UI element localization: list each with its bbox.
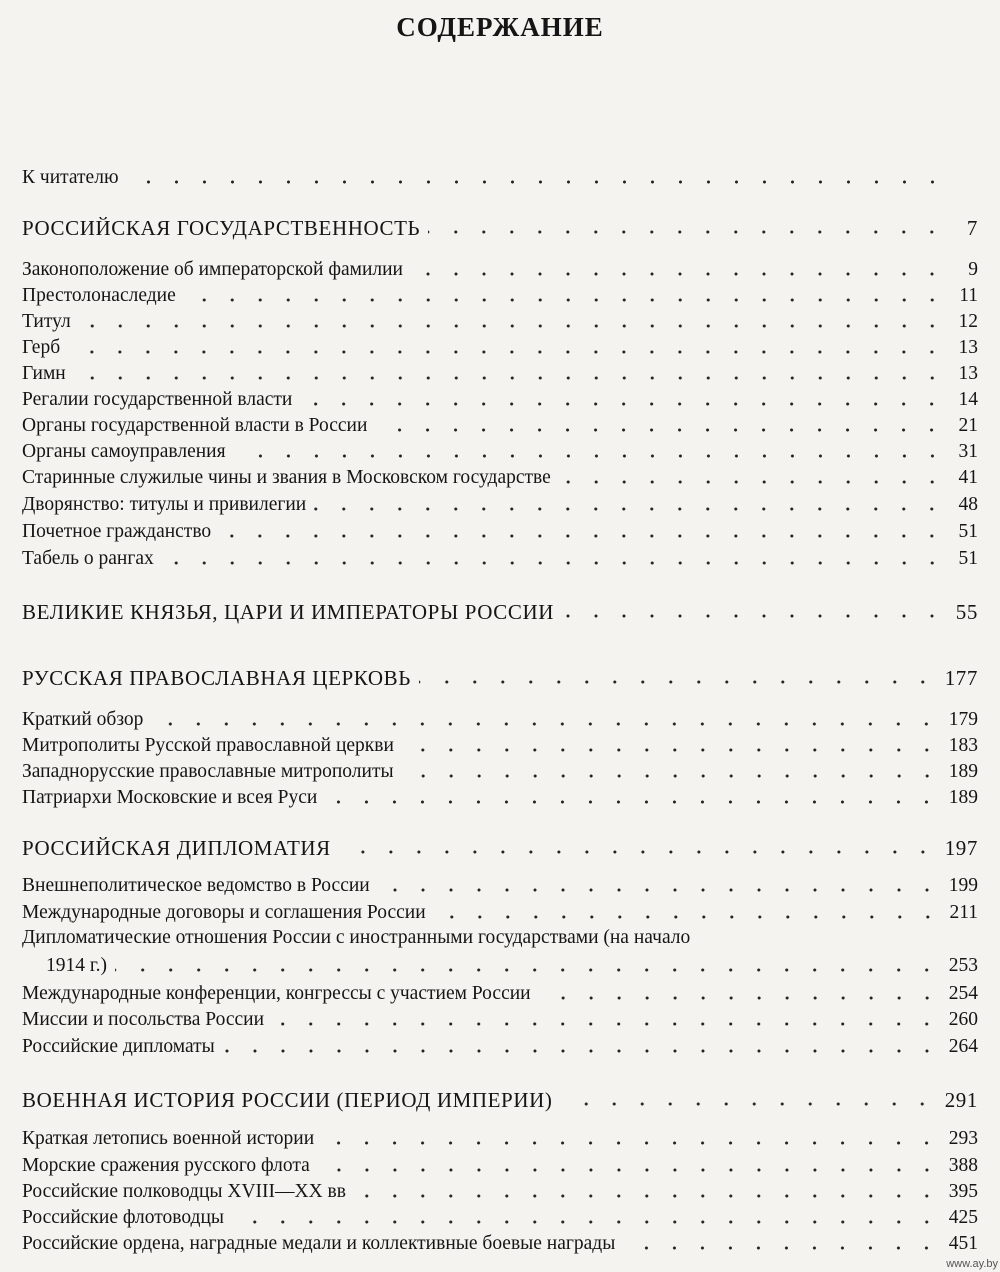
toc-section-diplomacy — [22, 832, 978, 860]
toc-entry — [22, 1006, 978, 1032]
dot-leader — [378, 887, 941, 893]
toc-entry — [22, 732, 978, 758]
toc-entry — [22, 282, 978, 308]
toc-entry-to-reader — [22, 164, 978, 190]
toc-entry-page: 21 — [958, 415, 978, 436]
dot-leader — [402, 773, 941, 779]
dot-leader — [162, 560, 946, 566]
toc-entry-page: 264 — [948, 1036, 978, 1057]
toc-section-military — [22, 1084, 978, 1112]
toc-entry — [46, 952, 978, 978]
toc-entry-label: Краткий обзор — [22, 709, 144, 730]
toc-entry-page: 260 — [948, 1009, 978, 1030]
toc-entry-label: Российские дипломаты — [22, 1036, 215, 1057]
toc-entry-label: Титул — [22, 311, 71, 332]
toc-entry — [22, 1152, 978, 1178]
toc-entry-page: 177 — [944, 666, 978, 690]
toc-entry-label: Патриархи Московские и всея Руси — [22, 787, 318, 808]
dot-leader — [115, 967, 941, 973]
dot-leader — [219, 533, 946, 539]
dot-leader — [223, 1048, 941, 1054]
toc-entry-label: Органы государственной власти в России — [22, 415, 368, 436]
dot-leader — [74, 375, 946, 381]
dot-leader — [184, 297, 946, 303]
toc-entry-label: Международные договоры и соглашения России — [22, 902, 426, 923]
dot-leader — [562, 613, 946, 619]
toc-entry-label-line2: 1914 г.) — [46, 955, 108, 976]
dot-leader — [322, 1140, 941, 1146]
toc-entry-page: 51 — [958, 521, 978, 542]
toc-entry-page: 183 — [948, 735, 978, 756]
toc-section-label: РУССКАЯ ПРАВОСЛАВНАЯ ЦЕРКОВЬ — [22, 666, 411, 690]
toc-entry — [22, 758, 978, 784]
toc-entry-label: Табель о рангах — [22, 548, 154, 569]
toc-entry-label: Западнорусские православные митрополиты — [22, 761, 394, 782]
toc-entry-label: Российские полководцы XVIII—XX вв — [22, 1181, 346, 1202]
toc-entry — [22, 308, 978, 334]
toc-entry-page: 388 — [948, 1155, 978, 1176]
toc-entry-page: 14 — [958, 389, 978, 410]
toc-entry — [22, 1125, 978, 1151]
toc-entry-page: 254 — [948, 983, 978, 1004]
toc-entry — [22, 1230, 978, 1256]
toc-entry-page: 211 — [949, 902, 978, 923]
toc-entry-label: Престолонаследие — [22, 285, 176, 306]
toc-entry-page: 48 — [958, 494, 978, 515]
toc-entry-page: 9 — [968, 259, 978, 280]
toc-entry — [22, 518, 978, 544]
toc-entry-page: 41 — [958, 467, 978, 488]
toc-entry-label: Герб — [22, 337, 61, 358]
toc-entry — [22, 464, 978, 490]
dot-leader — [68, 349, 946, 355]
dot-leader — [127, 179, 946, 185]
toc-entry-label: Митрополиты Русской православной церкви — [22, 735, 394, 756]
dot-leader — [411, 271, 946, 277]
toc-entry-page: 199 — [948, 875, 978, 896]
toc-entry-label: Законоположение об императорской фамилии — [22, 259, 403, 280]
toc-entry-label: Российские ордена, наградные медали и коллективные боевые награды — [22, 1233, 616, 1254]
toc-entry-page: 189 — [948, 787, 978, 808]
dot-leader — [375, 427, 946, 433]
dot-leader — [300, 401, 946, 407]
toc-entry — [22, 256, 978, 282]
dot-leader — [539, 995, 941, 1001]
dot-leader — [428, 229, 946, 235]
toc-entry — [22, 1033, 978, 1059]
toc-entry — [22, 360, 978, 386]
dot-leader — [314, 506, 946, 512]
dot-leader — [234, 453, 946, 459]
dot-leader — [339, 849, 937, 855]
toc-entry-page: 13 — [958, 337, 978, 358]
toc-entry-page: 179 — [948, 709, 978, 730]
toc-entry-page: 425 — [948, 1207, 978, 1228]
page-title: СОДЕРЖАНИЕ — [396, 12, 604, 42]
dot-leader — [559, 479, 946, 485]
toc-section-label: ВЕЛИКИЕ КНЯЗЬЯ, ЦАРИ И ИМПЕРАТОРЫ РОССИИ — [22, 600, 555, 624]
toc-entry — [22, 438, 978, 464]
toc-entry-label: Международные конференции, конгрессы с участием России — [22, 983, 531, 1004]
toc-entry-label: Морские сражения русского флота — [22, 1155, 310, 1176]
toc-entry-page: 13 — [958, 363, 978, 384]
toc-entry — [22, 980, 978, 1006]
toc-entry-page: 451 — [948, 1233, 978, 1254]
toc-entry — [22, 386, 978, 412]
dot-leader — [232, 1219, 941, 1225]
toc-entry — [22, 706, 978, 732]
toc-section-rulers — [22, 596, 978, 624]
toc-section-label: РОССИЙСКАЯ ДИПЛОМАТИЯ — [22, 836, 331, 860]
dot-leader — [402, 747, 941, 753]
dot-leader — [419, 679, 937, 685]
toc-entry-label: К читателю — [22, 167, 119, 188]
toc-entry — [22, 1178, 978, 1204]
toc-entry-page: 197 — [944, 836, 978, 860]
toc-entry-label: Органы самоуправления — [22, 441, 226, 462]
toc-entry-label-line1: Дипломатические отношения России с иностранными государствами (на начало — [22, 927, 691, 948]
toc-entry-page: 31 — [958, 441, 978, 462]
toc-entry-page: 12 — [958, 311, 978, 332]
watermark: www.ay.by — [946, 1258, 998, 1270]
dot-leader — [79, 323, 946, 329]
dot-leader — [434, 914, 942, 920]
toc-entry-label: Старинные служилые чины и звания в Московском государстве — [22, 467, 551, 488]
toc-entry-label: Почетное гражданство — [22, 521, 212, 542]
toc-entry — [22, 334, 978, 360]
toc-entry — [22, 412, 978, 438]
toc-entry-label: Гимн — [22, 363, 66, 384]
toc-entry — [22, 491, 978, 517]
toc-entry — [22, 784, 978, 810]
toc-entry-page: 189 — [948, 761, 978, 782]
toc-entry-label: Дворянство: титулы и привилегии — [22, 494, 307, 515]
toc-entry-label: Регалии государственной власти — [22, 389, 293, 410]
dot-leader — [354, 1193, 941, 1199]
toc-entry — [22, 1204, 978, 1230]
toc-entry-page: 395 — [948, 1181, 978, 1202]
toc-entry-label: Внешнеполитическое ведомство в России — [22, 875, 370, 896]
toc-section-label: РОССИЙСКАЯ ГОСУДАРСТВЕННОСТЬ — [22, 216, 421, 240]
dot-leader — [623, 1245, 940, 1251]
dot-leader — [272, 1021, 941, 1027]
toc-entry-page: 11 — [959, 285, 978, 306]
toc-entry — [22, 872, 978, 898]
dot-leader — [318, 1167, 941, 1173]
toc-entry — [22, 899, 978, 925]
toc-entry-page: 51 — [958, 548, 978, 569]
dot-leader — [151, 721, 940, 727]
dot-leader — [325, 799, 940, 805]
toc-section-label: ВОЕННАЯ ИСТОРИЯ РОССИИ (ПЕРИОД ИМПЕРИИ) — [22, 1088, 553, 1112]
toc-entry-page: 55 — [955, 600, 978, 624]
toc-section-church — [22, 662, 978, 690]
toc-entry-page: 293 — [948, 1128, 978, 1149]
toc-entry-page: 7 — [966, 216, 978, 240]
toc-entry-label: Миссии и посольства России — [22, 1009, 265, 1030]
toc-entry-page: 291 — [944, 1088, 978, 1112]
toc-section-statehood — [22, 212, 978, 240]
dot-leader — [560, 1101, 936, 1107]
toc-entry-label: Российские флотоводцы — [22, 1207, 224, 1228]
toc-entry — [22, 545, 978, 571]
toc-entry-page: 253 — [948, 955, 978, 976]
toc-entry-label: Краткая летопись военной истории — [22, 1128, 315, 1149]
